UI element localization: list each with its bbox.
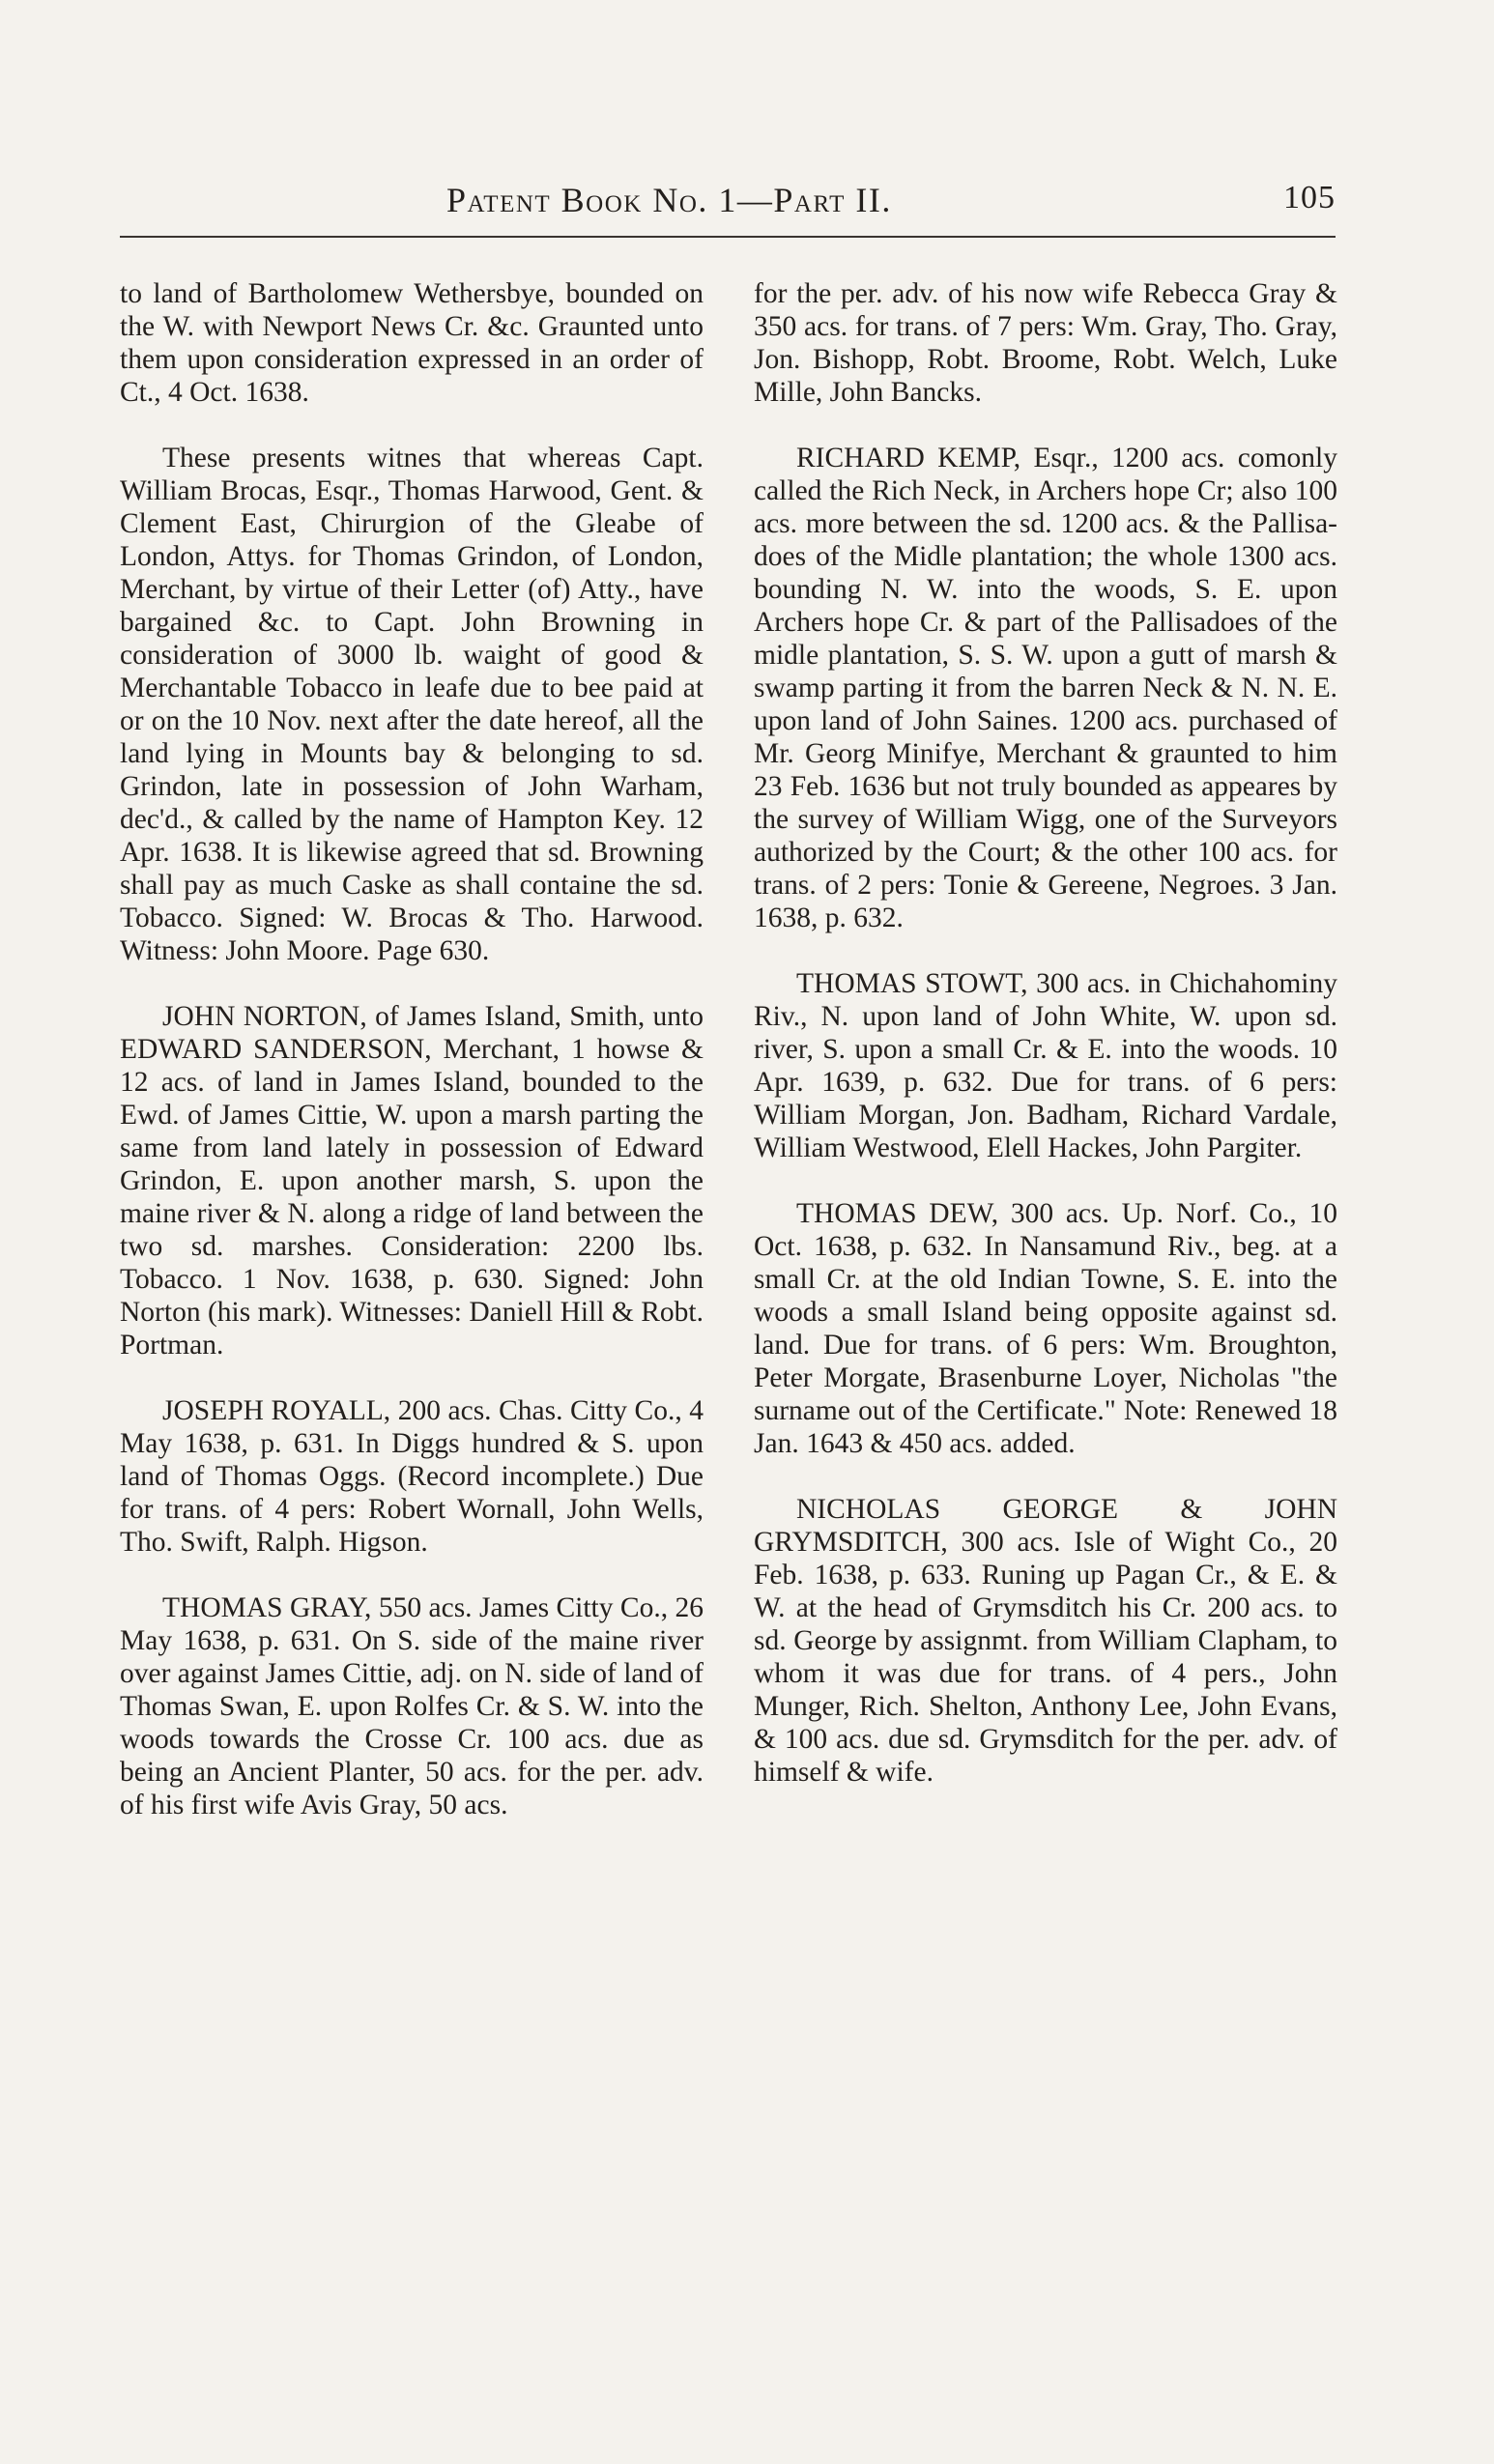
paragraph-continuation-wethersbye: to land of Bartholomew Wethersbye, bounded on the W. with Newport News Cr. &c. Graunted unto them upon consideration expressed in an order of Ct., 4 Oct. 1638. [120, 278, 704, 408]
paragraph-george-grymsditch: NICHOLAS GEORGE & JOHN GRYMSDITCH, 300 acs. Isle of Wight Co., 20 Feb. 1638, p. 633. Runing up Pagan Cr., & E. & W. at the head of Grymsditch his Cr. 200 acs. to sd. George by assignmt. from William Clapham, to whom it was due for trans. of 4 pers., John Munger, Rich. Shelton, Anthony Lee, John Evans, & 100 acs. due sd. Grymsditch for the per. adv. of himself & wife. [754, 1494, 1337, 1788]
paragraph-john-norton: JOHN NORTON, of James Island, Smith, unto EDWARD SANDERSON, Merchant, 1 howse & 12 acs. of land in James Island, bounded to the Ewd. of James Cittie, W. upon a marsh parting the same from land lately in possession of Edward Grindon, E. upon another marsh, S. upon the maine river & N. along a ridge of land between the two sd. marshes. Consideration: 2200 lbs. Tobacco. 1 Nov. 1638, p. 630. Signed: John Norton (his mark). Witnesses: Daniell Hill & Robt. Portman. [120, 1001, 704, 1361]
left-column [120, 277, 704, 1854]
paragraph-richard-kemp: RICHARD KEMP, Esqr., 1200 acs. comonly called the Rich Neck, in Archers hope Cr; also 100 acs. more between the sd. 1200 acs. & the Pallisadoes of the Midle plantation; the whole 1300 acs. bounding N. W. into the woods, S. E. upon Archers hope Cr. & part of the Pallisadoes of the midle plantation, S. S. W. upon a gutt of marsh & swamp parting it from the barren Neck & N. N. E. upon land of John Saines. 1200 acs. purchased of Mr. Georg Minifye, Merchant & graunted to him 23 Feb. 1636 but not truly bounded as appeares by the survey of William Wigg, one of the Surveyors authorized by the Court; & the other 100 acs. for trans. of 2 pers: Tonie & Gereene, Negroes. 3 Jan. 1638, p. 632. [754, 443, 1337, 933]
paragraph-thomas-stowt: THOMAS STOWT, 300 acs. in Chichahominy Riv., N. upon land of John White, W. upon sd. river, S. upon a small Cr. & E. into the woods. 10 Apr. 1639, p. 632. Due for trans. of 6 pers: William Morgan, Jon. Badham, Richard Vardale, William Westwood, Elell Hackes, John Pargiter. [754, 968, 1337, 1163]
right-column [754, 277, 1337, 1821]
running-title: Patent Book No. 1—Part II. [446, 181, 892, 219]
page-number: 105 [1283, 180, 1336, 215]
header-rule [120, 236, 1336, 238]
paragraph-thomas-gray: THOMAS GRAY, 550 acs. James Citty Co., 26 May 1638, p. 631. On S. side of the maine river over against James Cittie, adj. on N. side of land of Thomas Swan, E. upon Rolfes Cr. & S. W. into the woods towards the Crosse Cr. 100 acs. due as being an Ancient Planter, 50 acs. for the per. adv. of his first wife Avis Gray, 50 acs. [120, 1592, 704, 1820]
paragraph-continuation-gray: for the per. adv. of his now wife Rebecca Gray & 350 acs. for trans. of 7 pers: Wm. Gray, Tho. Gray, Jon. Bishopp, Robt. Broome, Robt. Welch, Luke Mille, John Bancks. [754, 278, 1337, 408]
running-head [120, 180, 1336, 230]
paragraph-joseph-royall: JOSEPH ROYALL, 200 acs. Chas. Citty Co., 4 May 1638, p. 631. In Diggs hundred & S. upon land of Thomas Oggs. (Record incomplete.) Due for trans. of 4 pers: Robert Wornall, John Wells, Tho. Swift, Ralph. Higson. [120, 1395, 704, 1558]
paragraph-brocas-browning: These presents witnes that whereas Capt. William Brocas, Esqr., Thomas Harwood, Gent. & Clement East, Chirurgion of the Gleabe of London, Attys. for Thomas Grindon, of London, Merchant, by virtue of their Letter (of) Atty., have bargained &c. to Capt. John Browning in consideration of 3000 lb. waight of good & Merchantable Tobacco in leafe due to bee paid at or on the 10 Nov. next after the date hereof, all the land lying in Mounts bay & belonging to sd. Grindon, late in possession of John Warham, dec'd., & called by the name of Hampton Key. 12 Apr. 1638. It is likewise agreed that sd. Browning shall pay as much Caske as shall containe the sd. Tobacco. Signed: W. Brocas & Tho. Harwood. Witness: John Moore. Page 630. [120, 443, 704, 966]
paragraph-thomas-dew: THOMAS DEW, 300 acs. Up. Norf. Co., 10 Oct. 1638, p. 632. In Nansamund Riv., beg. at a small Cr. at the old Indian Towne, S. E. into the woods a small Island being opposite against sd. land. Due for trans. of 6 pers: Wm. Broughton, Peter Morgate, Brasenburne Loyer, Nicholas "the surname out of the Certificate." Note: Renewed 18 Jan. 1643 & 450 acs. added. [754, 1198, 1337, 1459]
